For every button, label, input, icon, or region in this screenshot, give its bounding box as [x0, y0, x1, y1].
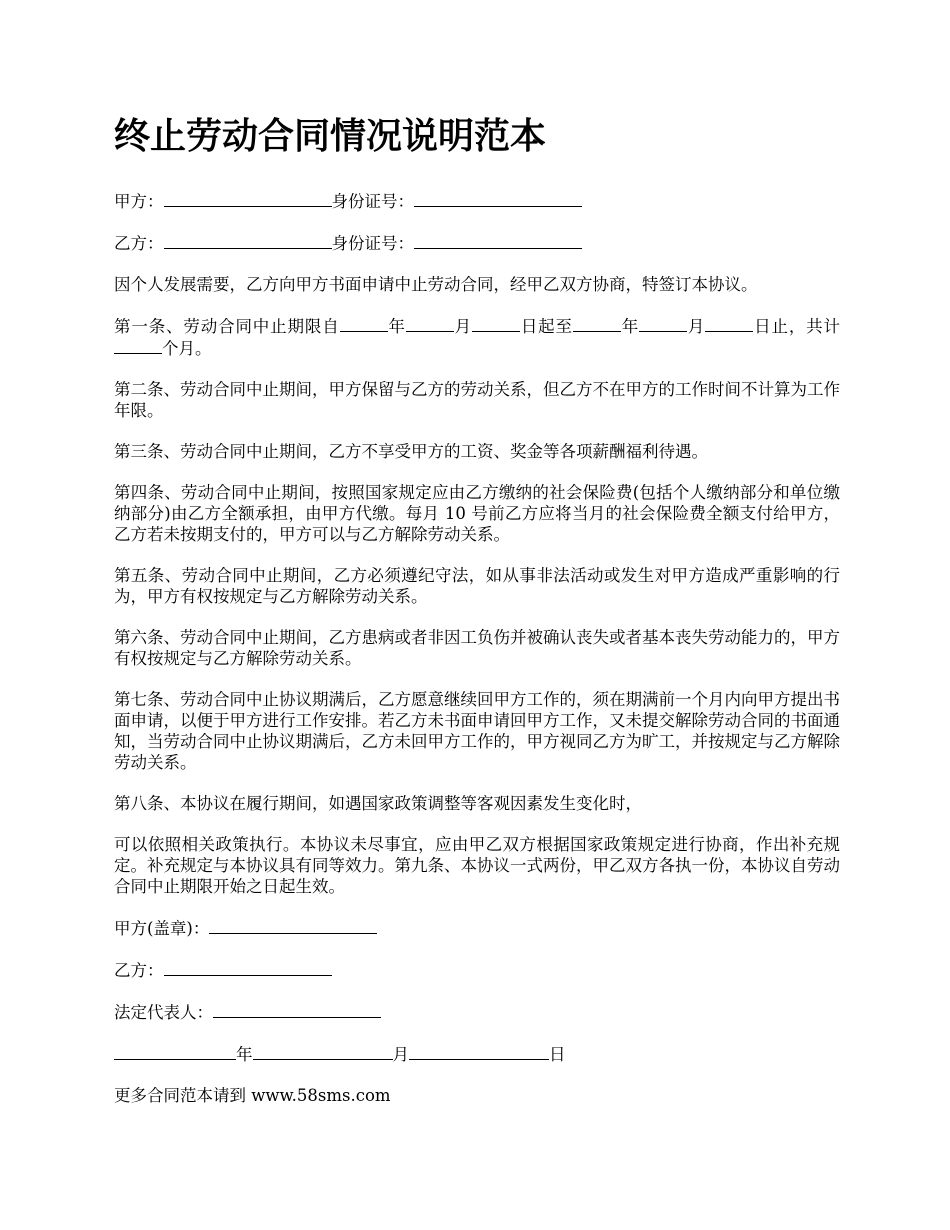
- article-1-prefix: 第一条、劳动合同中止期限自: [114, 317, 340, 336]
- party-b-line: [114, 232, 840, 254]
- signature-month-label: 月: [392, 1045, 409, 1064]
- signature-day-label: 日: [549, 1045, 566, 1064]
- party-a-label: 甲方：: [114, 192, 164, 211]
- signature-year-label: 年: [236, 1045, 253, 1064]
- signature-party-a-blank: [209, 917, 377, 934]
- article-7: 第七条、劳动合同中止协议期满后，乙方愿意继续回甲方工作的，须在期满前一个月内向甲方提出书面申请，以便于甲方进行工作安排。若乙方未书面申请回甲方工作，又未提交解除劳动合同的书面通知，当劳动合同中止协议期满后，乙方未回甲方工作的，甲方视同乙方为旷工，并按规定与乙方解除劳动关系。: [114, 690, 840, 772]
- signature-party-a: [114, 917, 840, 939]
- party-a-line: [114, 190, 840, 212]
- party-a-id-blank: [414, 190, 582, 207]
- party-a-id-label: 身份证号：: [331, 192, 414, 211]
- article-1-suffix: 个月。: [162, 339, 212, 358]
- article-8-continued: 可以依照相关政策执行。本协议未尽事宜，应由甲乙双方根据国家政策规定进行协商，作出补充规定。补充规定与本协议具有同等效力。第九条、本协议一式两份，甲乙双方各执一份，本协议自劳动合同中止期限开始之日起生效。: [114, 835, 840, 896]
- document-title: 终止劳动合同情况说明范本: [114, 115, 547, 157]
- article-4: 第四条、劳动合同中止期间，按照国家规定应由乙方缴纳的社会保险费(包括个人缴纳部分和单位缴纳部分)由乙方全额承担，由甲方代缴。每月 10 号前乙方应将当月的社会保险费全额支付给甲方，乙方若未按期支付的，甲方可以与乙方解除劳动关系。: [114, 483, 840, 544]
- start-month-blank: [406, 315, 454, 332]
- signature-day-blank: [409, 1043, 549, 1060]
- article-1-day1: 日起至: [519, 317, 573, 336]
- end-year-blank: [573, 315, 621, 332]
- signature-party-b: [114, 959, 840, 981]
- article-3: 第三条、劳动合同中止期间，乙方不享受甲方的工资、奖金等各项薪酬福利待遇。: [114, 442, 708, 461]
- article-8: 第八条、本协议在履行期间，如遇国家政策调整等客观因素发生变化时，: [114, 794, 642, 813]
- article-1: [114, 315, 840, 359]
- article-1-month2: 月: [687, 317, 706, 336]
- signature-party-b-blank: [164, 959, 332, 976]
- party-b-id-blank: [414, 232, 582, 249]
- signature-date: [114, 1043, 840, 1065]
- article-1-day2: 日止，共计: [753, 317, 841, 336]
- signature-party-a-label: 甲方(盖章)：: [114, 919, 210, 938]
- document-page: [114, 112, 840, 1126]
- article-1-month1: 月: [453, 317, 472, 336]
- intro-paragraph: 因个人发展需要，乙方向甲方书面申请中止劳动合同，经甲乙双方协商，特签订本协议。: [114, 275, 758, 294]
- total-months-blank: [114, 337, 162, 354]
- signature-legal-rep: [114, 1001, 840, 1023]
- signature-party-b-label: 乙方：: [114, 961, 164, 980]
- article-2: 第二条、劳动合同中止期间，甲方保留与乙方的劳动关系，但乙方不在甲方的工作时间不计算为工作年限。: [114, 380, 840, 420]
- signature-legal-rep-label: 法定代表人：: [114, 1003, 213, 1022]
- article-1-year1: 年: [387, 317, 406, 336]
- party-a-name-blank: [164, 190, 332, 207]
- signature-legal-rep-blank: [213, 1001, 381, 1018]
- start-year-blank: [340, 315, 388, 332]
- end-day-blank: [705, 315, 753, 332]
- article-1-year2: 年: [620, 317, 640, 336]
- party-b-id-label: 身份证号：: [331, 234, 414, 253]
- party-b-name-blank: [164, 232, 332, 249]
- article-5: 第五条、劳动合同中止期间，乙方必须遵纪守法，如从事非法活动或发生对甲方造成严重影响的行为，甲方有权按规定与乙方解除劳动关系。: [114, 566, 840, 606]
- signature-year-blank: [114, 1043, 236, 1060]
- start-day-blank: [472, 315, 520, 332]
- party-b-label: 乙方：: [114, 234, 164, 253]
- footer-link-text: 更多合同范本请到 www.58sms.com: [114, 1086, 391, 1105]
- article-6: 第六条、劳动合同中止期间，乙方患病或者非因工负伤并被确认丧失或者基本丧失劳动能力的，甲方有权按规定与乙方解除劳动关系。: [114, 628, 840, 668]
- end-month-blank: [639, 315, 687, 332]
- signature-month-blank: [253, 1043, 393, 1060]
